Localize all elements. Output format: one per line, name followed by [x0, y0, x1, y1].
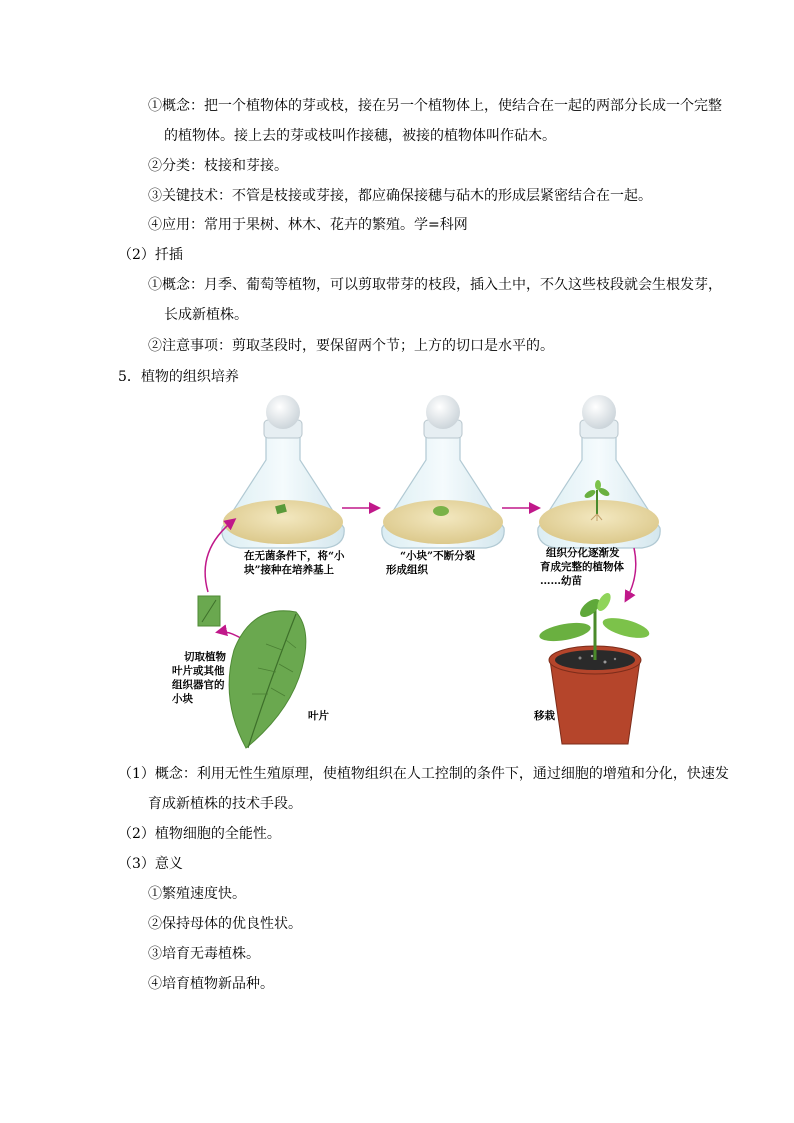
leaf-label: 叶片 — [308, 710, 329, 722]
culture-medium-3 — [539, 500, 659, 544]
cotton-plug-1 — [266, 395, 300, 429]
cut-caption-line4: 小块 — [172, 693, 193, 705]
cut-caption-line1: 切取植物 — [184, 651, 226, 663]
tc-significance-1: ①繁殖速度快。 — [148, 886, 246, 902]
step3-caption-line2: 育成完整的植物体 — [540, 561, 624, 573]
cutting-concept-line1: ①概念：月季、葡萄等植物，可以剪取带芽的枝段，插入土中，不久这些枝段就会生根发芽， — [148, 277, 722, 293]
arrow-flask3-to-pot — [626, 548, 636, 600]
tc-concept-line1: （1）概念：利用无性生殖原理，使植物组织在人工控制的条件下，通过细胞的增殖和分化，快速发 — [118, 766, 729, 782]
tc-totipotency: （2）植物细胞的全能性。 — [118, 826, 281, 842]
tc-significance-3: ③培育无毒植株。 — [148, 946, 260, 962]
cut-caption-line3: 组织器官的 — [172, 679, 225, 691]
grafting-types: ②分类：枝接和芽接。 — [148, 158, 288, 174]
flask-1 — [222, 395, 344, 548]
transplant-label: 移栽 — [534, 710, 555, 722]
tc-significance-heading: （3）意义 — [118, 856, 183, 872]
tc-concept-line2: 育成新植株的技术手段。 — [148, 796, 302, 812]
grafting-key-technique: ③关键技术：不管是枝接或芽接，都应确保接穗与砧木的形成层紧密结合在一起。 — [148, 188, 652, 204]
step1-caption-line2: 块”接种在培养基上 — [244, 564, 335, 576]
tissue-culture-heading: 5．植物的组织培养 — [118, 369, 239, 385]
cutting-heading: （2）扦插 — [118, 247, 183, 263]
tc-significance-2: ②保持母体的优良性状。 — [148, 916, 302, 932]
step1-caption-line1: 在无菌条件下，将“小 — [244, 550, 345, 562]
grafting-concept-line2: 的植物体。接上去的芽或枝叫作接穗，被接的植物体叫作砧木。 — [164, 128, 556, 144]
grafting-application: ④应用：常用于果树、林木、花卉的繁殖。学=科网 — [148, 217, 468, 233]
cut-caption-line2: 叶片或其他 — [172, 665, 225, 677]
flask-2 — [382, 395, 504, 548]
cutting-concept-line2: 长成新植株。 — [164, 307, 248, 323]
leaf-illustration — [229, 611, 306, 748]
cutting-notes: ②注意事项：剪取茎段时，要保留两个节；上方的切口是水平的。 — [148, 338, 554, 354]
step2-caption-line2: 形成组织 — [386, 564, 428, 576]
flask-3 — [538, 395, 660, 548]
step3-caption-line3: ……幼苗 — [540, 575, 582, 587]
step3-caption-line1: 组织分化逐渐发 — [546, 547, 620, 559]
grafting-concept-line1: ①概念：把一个植物体的芽或枝，接在另一个植物体上，使结合在一起的两部分长成一个完整 — [148, 98, 722, 114]
cotton-plug-2 — [426, 395, 460, 429]
callus-tissue — [433, 506, 449, 516]
step2-caption-line1: “小块”不断分裂 — [400, 550, 476, 562]
tc-significance-4: ④培育植物新品种。 — [148, 976, 274, 992]
cotton-plug-3 — [582, 395, 616, 429]
